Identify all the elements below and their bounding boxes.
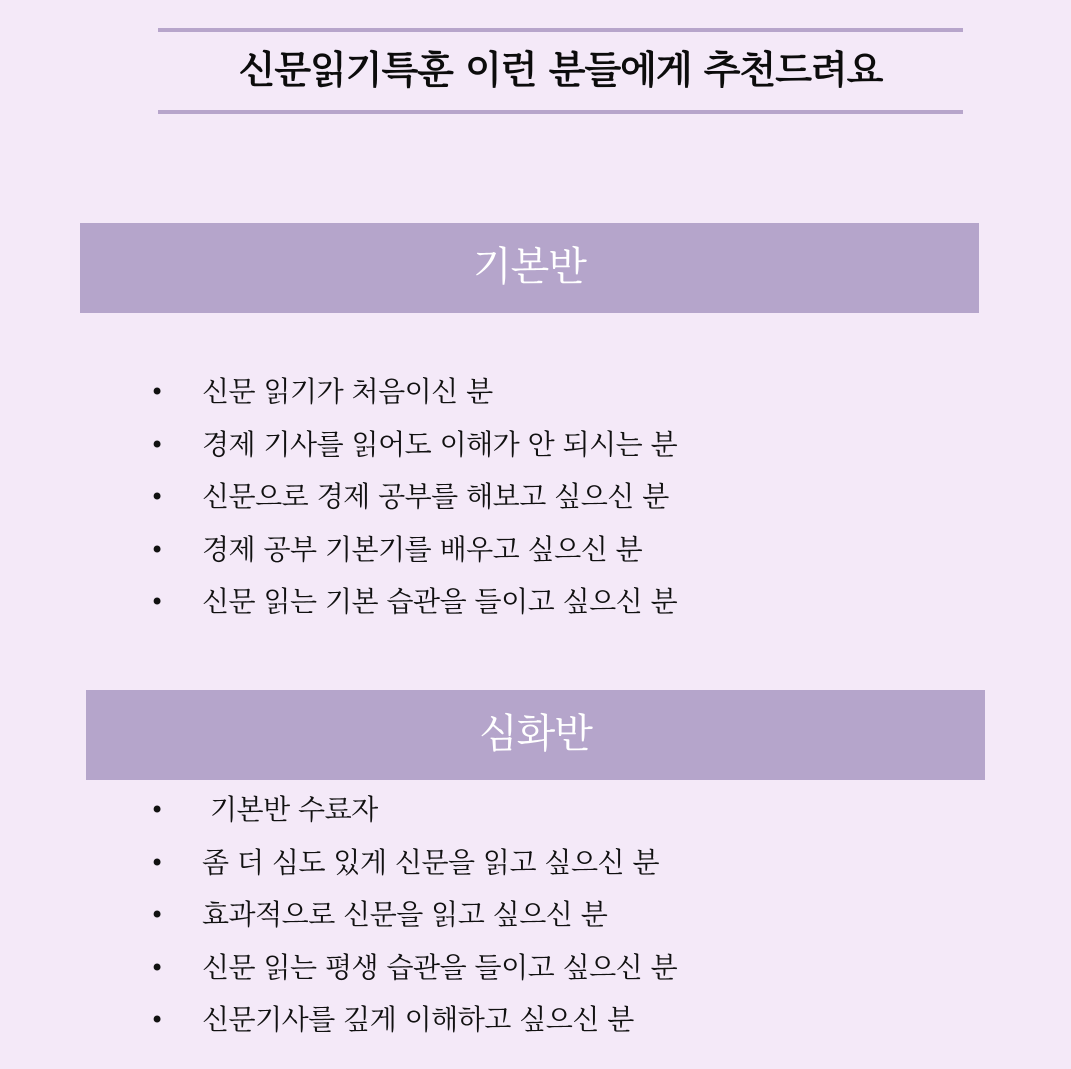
list-item-text: 경제 기사를 읽어도 이해가 안 되시는 분 xyxy=(202,427,678,461)
bullet-icon: • xyxy=(150,588,164,616)
section-header-basic: 기본반 xyxy=(80,223,979,313)
page-title: 신문읽기특훈 이런 분들에게 추천드려요 xyxy=(238,48,883,92)
bullet-icon: • xyxy=(150,953,164,982)
section-header-advanced: 심화반 xyxy=(86,690,985,780)
list-item-text: 신문으로 경제 공부를 해보고 싶으신 분 xyxy=(202,480,669,513)
bullet-icon: • xyxy=(150,535,164,564)
list-item-text: 신문 읽는 평생 습관을 들이고 싶으신 분 xyxy=(202,950,678,984)
bullet-icon: • xyxy=(150,430,164,459)
bullet-icon: • xyxy=(150,1006,164,1034)
bullet-icon: • xyxy=(150,483,164,511)
list-item-text: 경제 공부 기본기를 배우고 싶으신 분 xyxy=(202,532,643,566)
bullet-icon: • xyxy=(150,378,164,406)
bullet-icon: • xyxy=(150,796,164,824)
title-bottom-rule xyxy=(158,110,963,114)
list-item-text: 기본반 수료자 xyxy=(210,793,378,826)
title-top-rule xyxy=(158,28,963,32)
list-item-text: 좀 더 심도 있게 신문을 읽고 싶으신 분 xyxy=(202,845,660,879)
list-item-text: 신문 읽기가 처음이신 분 xyxy=(202,375,493,408)
bullet-icon: • xyxy=(150,848,164,877)
list-item-text: 신문기사를 깊게 이해하고 싶으신 분 xyxy=(202,1003,634,1036)
list-item-text: 신문 읽는 기본 습관을 들이고 싶으신 분 xyxy=(202,585,678,618)
list-item-text: 효과적으로 신문을 읽고 싶으신 분 xyxy=(202,898,608,931)
bullet-icon: • xyxy=(150,901,164,929)
